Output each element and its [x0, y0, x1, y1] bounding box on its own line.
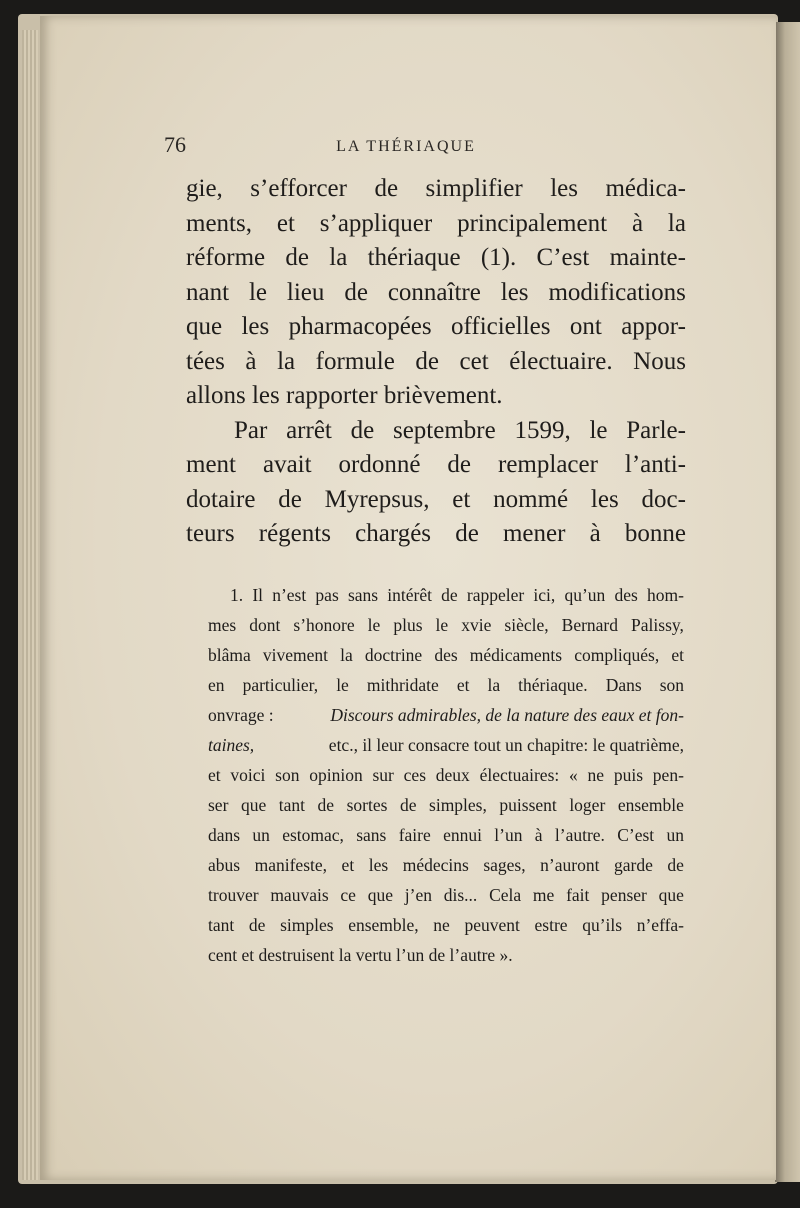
footnote-line: cent et destruisent la vertu l’un de l’autre ».	[208, 945, 513, 965]
footnote-book-title-end: taines,	[208, 735, 255, 755]
footnote-line: mes dont s’honore le plus le xvie siècle, Bernard Palissy,	[208, 615, 684, 635]
page-number: 76	[164, 132, 186, 157]
text-line: que les pharmacopées officielles ont appor-	[186, 313, 686, 340]
footnote-book-title: Discours admirables, de la nature des eaux et fon-	[330, 705, 684, 725]
footnote-line	[208, 700, 684, 730]
footnote-line: tant de simples ensemble, ne peuvent estre qu’ils n’effa-	[208, 915, 684, 935]
text-line: nant le lieu de connaître les modifications	[186, 278, 686, 306]
footnote-line: blâma vivement la doctrine des médicaments compliqués, et	[208, 645, 684, 665]
text-line: dotaire de Myrepsus, et nommé les doc-	[186, 485, 686, 513]
footnote-line: ser que tant de sortes de simples, puissent loger ensemble	[208, 795, 684, 815]
text-line: réforme de la thériaque (1). C’est mainte-	[186, 244, 686, 271]
running-head	[164, 132, 648, 162]
page-edges	[22, 30, 38, 1180]
main-text	[186, 172, 686, 552]
running-title: LA THÉRIAQUE	[336, 138, 476, 155]
footnote-line: et voici son opinion sur ces deux électuaires: « ne puis pen-	[208, 765, 684, 785]
text-line: gie, s’efforcer de simplifier les médica-	[186, 175, 686, 202]
footnote-line: abus manifeste, et les médecins sages, n’auront garde de	[208, 855, 684, 875]
footnote-line: en particulier, le mithridate et la thériaque. Dans son	[208, 675, 684, 695]
text-line: allons les rapporter brièvement.	[186, 382, 503, 409]
footnote-text: onvrage :	[208, 705, 274, 725]
footnote-text: etc., il leur consacre tout un chapitre: le quatrième,	[328, 735, 684, 755]
text-line: ment avait ordonné de remplacer l’anti-	[186, 451, 686, 478]
text-line: teurs régents chargés de mener à bonne	[186, 520, 686, 547]
text-line: Par arrêt de septembre 1599, le Parle-	[234, 416, 686, 444]
text-line: tées à la formule de cet électuaire. Nous	[186, 347, 686, 375]
text-line: ments, et s’appliquer principalement à la	[186, 209, 686, 237]
footnote-line	[208, 730, 684, 760]
footnote-line: dans un estomac, sans faire ennui l’un à l’autre. C’est un	[208, 825, 684, 845]
footnote-line: 1. Il n’est pas sans intérêt de rappeler ici, qu’un des hom-	[230, 585, 684, 605]
facing-page-edge	[775, 22, 800, 1182]
footnote-line: trouver mauvais ce que j’en dis... Cela me fait penser que	[208, 885, 684, 905]
footnote	[208, 580, 684, 970]
